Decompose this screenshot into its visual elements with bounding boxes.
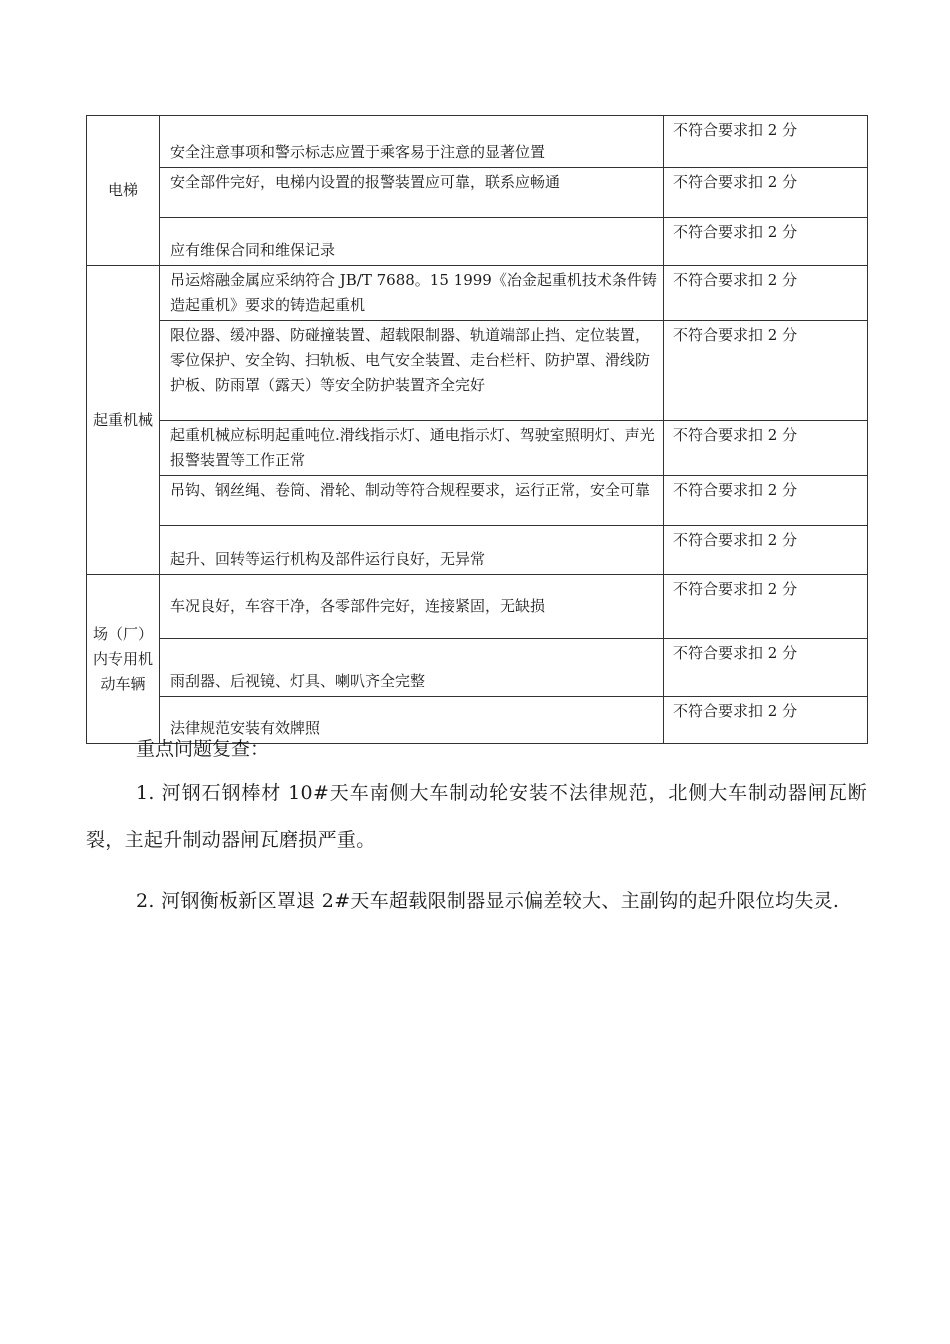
- table-row: [87, 421, 868, 476]
- item-cell: 法律规范安装有效牌照: [160, 697, 664, 744]
- score-cell: 不符合要求扣 2 分: [664, 321, 868, 421]
- score-cell: 不符合要求扣 2 分: [664, 639, 868, 697]
- table-row: [87, 575, 868, 639]
- table-row: [87, 639, 868, 697]
- item-cell: 起重机械应标明起重吨位.滑线指示灯、通电指示灯、驾驶室照明灯、声光报警装置等工作正常: [160, 421, 664, 476]
- table-row: [87, 321, 868, 421]
- table-row: [87, 526, 868, 575]
- score-cell: 不符合要求扣 2 分: [664, 575, 868, 639]
- table-row: [87, 116, 868, 168]
- item-cell: 应有维保合同和维保记录: [160, 218, 664, 266]
- item-cell: 吊钩、钢丝绳、卷筒、滑轮、制动等符合规程要求，运行正常，安全可靠: [160, 476, 664, 526]
- item-cell: 起升、回转等运行机构及部件运行良好，无异常: [160, 526, 664, 575]
- note-item: 2. 河钢衡板新区罩退 2#天车超载限制器显示偏差较大、主副钩的起升限位均失灵.: [136, 890, 840, 912]
- table-row: [87, 168, 868, 218]
- category-cell: 场（厂）内专用机动车辆: [87, 575, 160, 744]
- score-cell: 不符合要求扣 2 分: [664, 526, 868, 575]
- item-cell: 雨刮器、后视镜、灯具、喇叭齐全完整: [160, 639, 664, 697]
- item-cell: 车况良好，车容干净，各零部件完好，连接紧固，无缺损: [160, 575, 664, 639]
- score-cell: 不符合要求扣 2 分: [664, 421, 868, 476]
- table-row: [87, 266, 868, 321]
- table-row: [87, 476, 868, 526]
- item-cell: 限位器、缓冲器、防碰撞装置、超载限制器、轨道端部止挡、定位装置，零位保护、安全钩、扫轨板、电气安全装置、走台栏杆、防护罩、滑线防护板、防雨罩（露天）等安全防护装置齐全完好: [160, 321, 664, 421]
- item-cell: 安全注意事项和警示标志应置于乘客易于注意的显著位置: [160, 116, 664, 168]
- review-notes: [86, 734, 867, 925]
- score-cell: 不符合要求扣 2 分: [664, 476, 868, 526]
- category-cell: 电梯: [87, 116, 160, 266]
- score-cell: 不符合要求扣 2 分: [664, 266, 868, 321]
- item-cell: 安全部件完好，电梯内设置的报警装置应可靠，联系应畅通: [160, 168, 664, 218]
- item-cell: 吊运熔融金属应采纳符合 JB/T 7688。15 1999《冶金起重机技术条件铸造起重机》要求的铸造起重机: [160, 266, 664, 321]
- score-cell: 不符合要求扣 2 分: [664, 116, 868, 168]
- notes-heading: 重点问题复查：: [136, 738, 270, 760]
- table-row: [87, 218, 868, 266]
- score-cell: 不符合要求扣 2 分: [664, 168, 868, 218]
- inspection-table: [86, 115, 868, 744]
- category-cell: 起重机械: [87, 266, 160, 575]
- score-cell: 不符合要求扣 2 分: [664, 218, 868, 266]
- score-cell: 不符合要求扣 2 分: [664, 697, 868, 744]
- note-item: 1. 河钢石钢棒材 10#天车南侧大车制动轮安装不法律规范，北侧大车制动器闸瓦断裂，主起升制动器闸瓦磨损严重。: [86, 782, 867, 851]
